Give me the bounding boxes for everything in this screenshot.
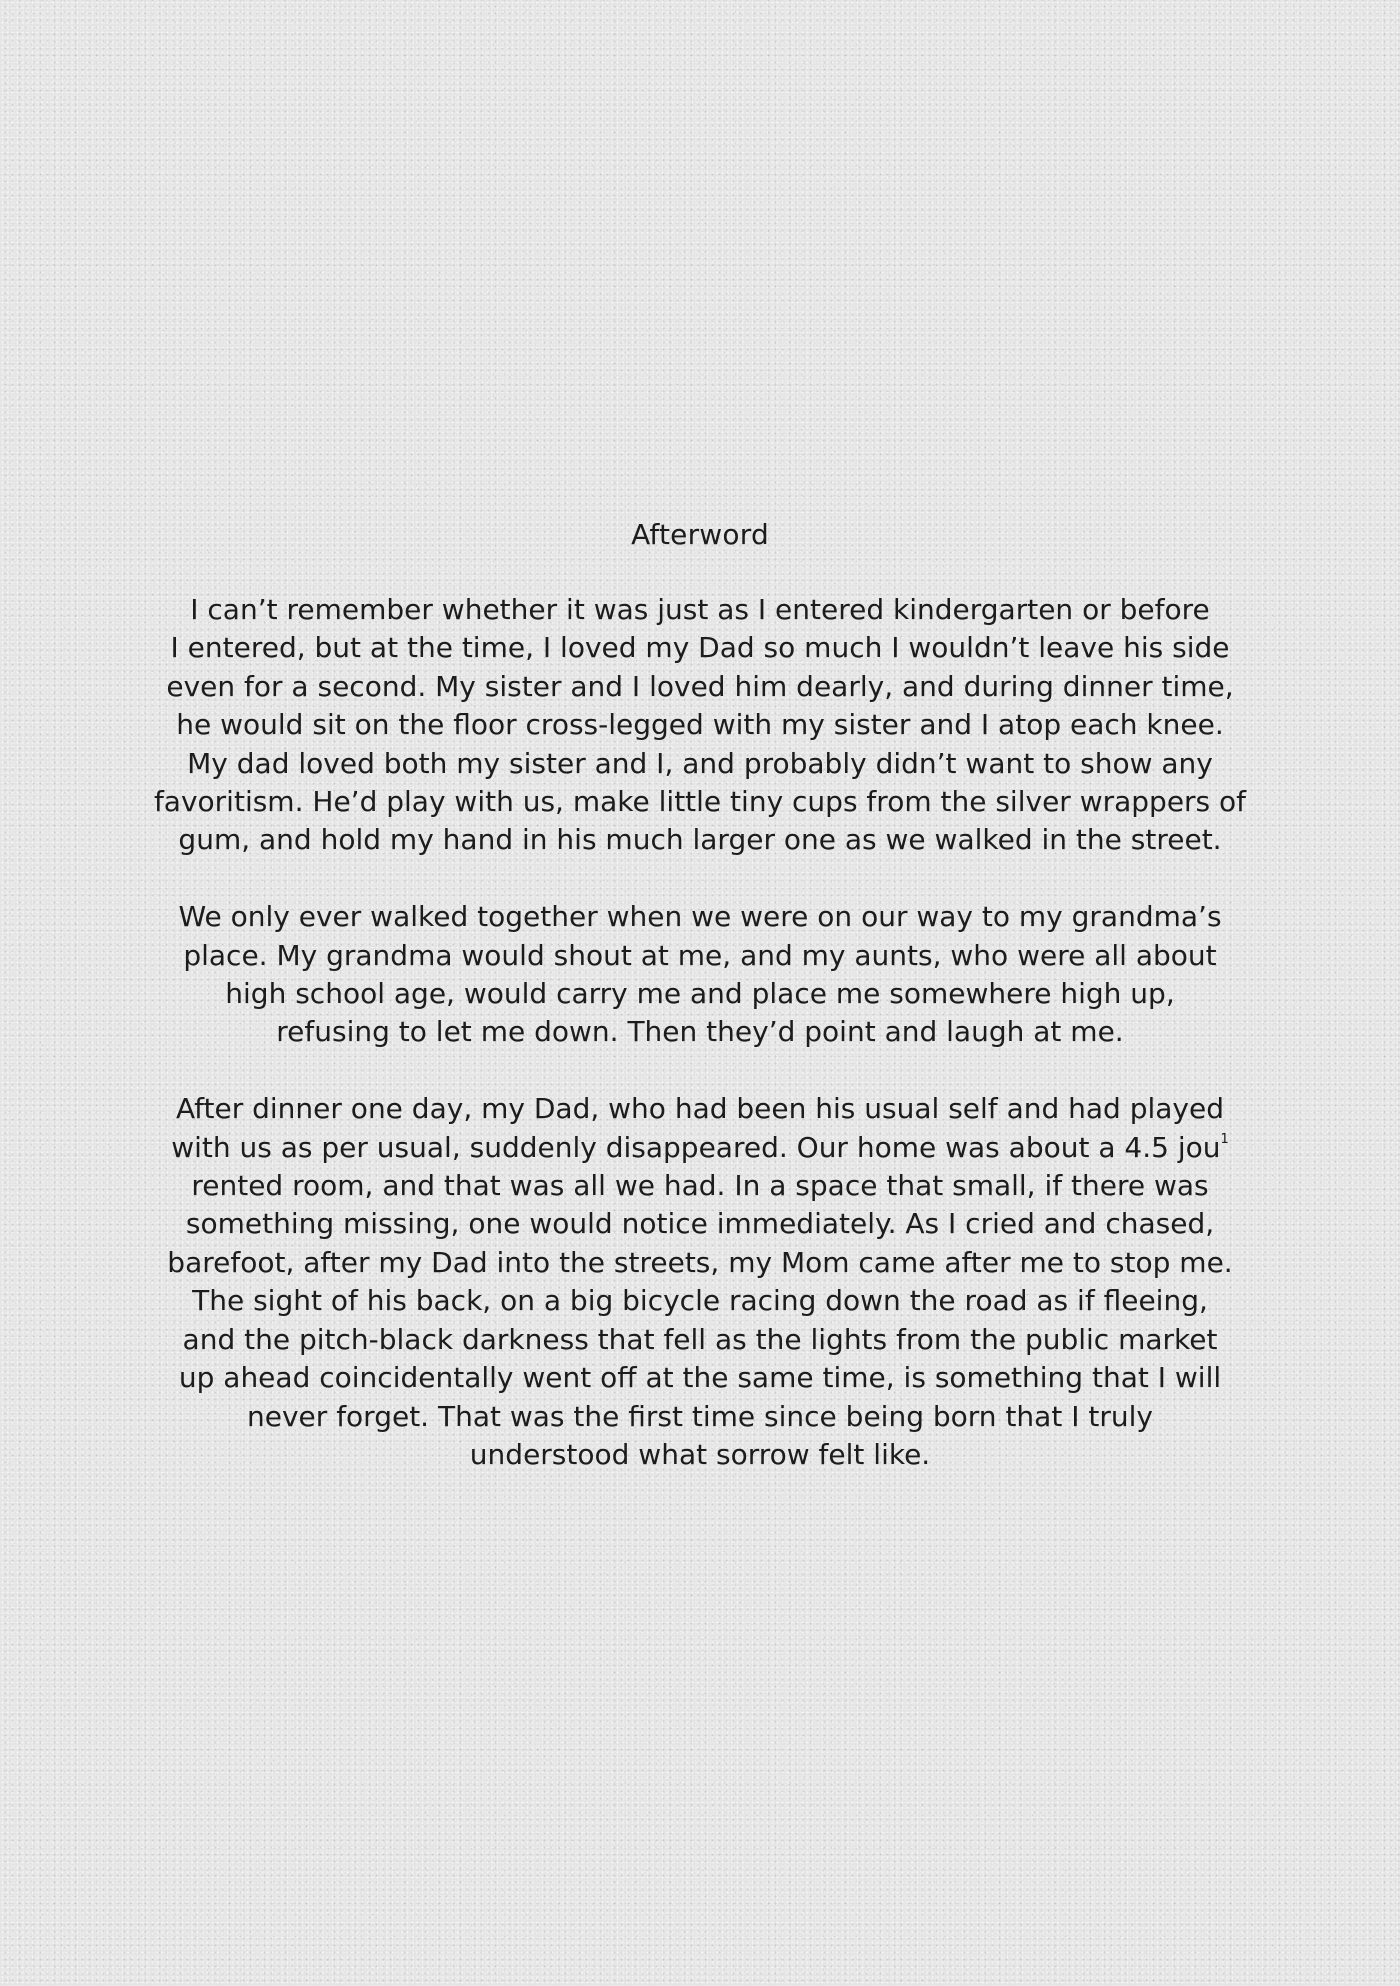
- text-line: favoritism. He’d play with us, make little tiny cups from the silver wrappers of: [153, 785, 1247, 819]
- text-line: and the pitch-black darkness that fell as the lights from the public market: [182, 1322, 1218, 1356]
- text-line: up ahead coincidentally went off at the same time, is something that I will: [178, 1361, 1222, 1395]
- text-line: I can’t remember whether it was just as I entered kindergarten or before: [190, 593, 1210, 626]
- text-line: refusing to let me down. Then they’d point and laugh at me.: [276, 1015, 1124, 1049]
- text-line: high school age, would carry me and place me somewhere high up,: [225, 977, 1175, 1011]
- text-line: I entered, but at the time, I loved my Dad so much I wouldn’t leave his side: [170, 631, 1230, 665]
- footnote-marker: 1: [1220, 1131, 1229, 1147]
- text-line: rented room, and that was all we had. In a space that small, if there was: [191, 1169, 1209, 1203]
- text-line: even for a second. My sister and I loved him dearly, and during dinner time,: [166, 669, 1234, 703]
- afterword-body: [100, 591, 1300, 1513]
- text-line: After dinner one day, my Dad, who had been his usual self and had played: [175, 1092, 1225, 1126]
- text-line: My dad loved both my sister and I, and probably didn’t want to show any: [187, 746, 1213, 780]
- text-line: place. My grandma would shout at me, and my aunts, who were all about: [183, 938, 1217, 972]
- text-segment: with us as per usual, suddenly disappeared. Our home was about a 4.5 jou: [171, 1130, 1221, 1164]
- text-line: something missing, one would notice immediately. As I cried and chased,: [185, 1207, 1215, 1241]
- text-line: he would sit on the floor cross-legged with my sister and I atop each knee.: [176, 708, 1224, 742]
- paragraph-3: [100, 1090, 1300, 1474]
- text-line: barefoot, after my Dad into the streets, my Mom came after me to stop me.: [167, 1245, 1233, 1279]
- text-line-with-footnote: [100, 1129, 1300, 1167]
- text-line: We only ever walked together when we were on our way to my grandma’s: [178, 900, 1222, 934]
- text-line: gum, and hold my hand in his much larger one as we walked in the street.: [178, 823, 1222, 857]
- paragraph-1: [100, 591, 1300, 860]
- text-line: understood what sorrow felt like.: [469, 1437, 931, 1471]
- text-line: never forget. That was the first time since being born that I truly: [247, 1399, 1153, 1433]
- page-title: Afterword: [631, 518, 769, 551]
- text-line: The sight of his back, on a big bicycle racing down the road as if fleeing,: [192, 1284, 1208, 1318]
- paragraph-2: [100, 898, 1300, 1052]
